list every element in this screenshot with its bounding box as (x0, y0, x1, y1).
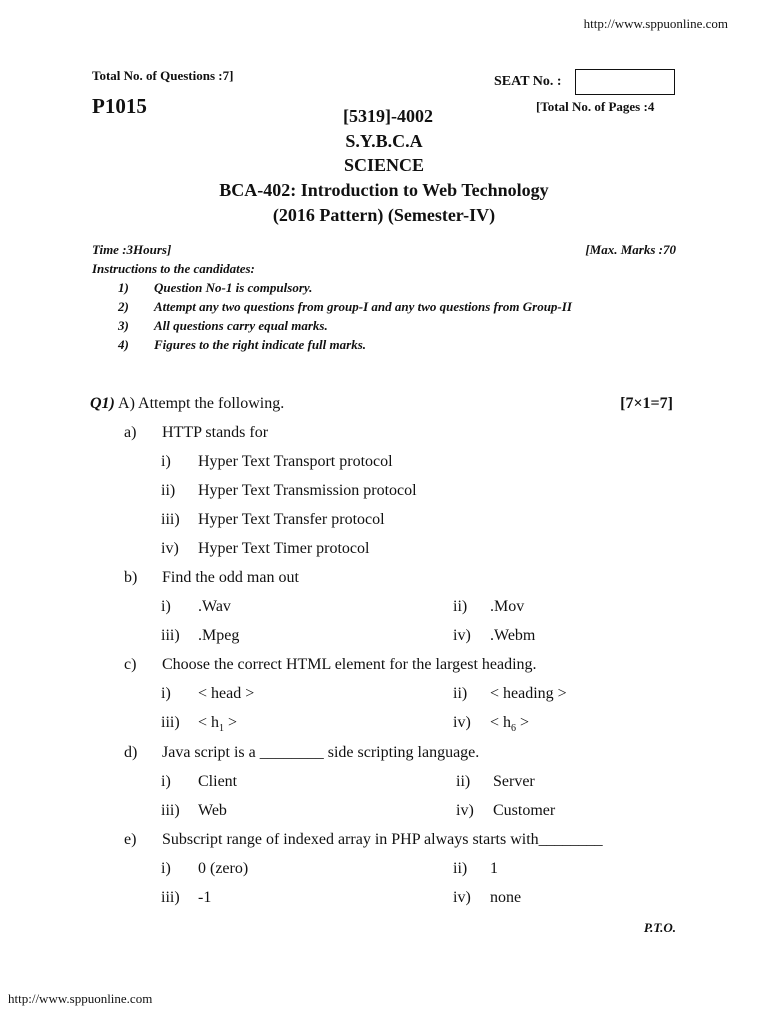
header-url[interactable]: http://www.sppuonline.com (583, 16, 728, 31)
option-text: < heading > (490, 685, 567, 702)
option-a-ii (161, 482, 417, 500)
part-text: HTTP stands for (162, 424, 269, 441)
question-1-heading (90, 395, 284, 413)
part-letter: a) (124, 424, 137, 441)
question-part-d (124, 744, 479, 762)
option-number: iii) (161, 889, 180, 906)
option-number: iv) (453, 714, 471, 731)
instruction-item (118, 299, 572, 315)
course-name: S.Y.B.C.A (345, 131, 423, 151)
option-text: Server (493, 773, 535, 790)
option-text: -1 (198, 889, 212, 906)
instruction-item (118, 318, 328, 334)
instruction-text: Question No-1 is compulsory. (154, 280, 313, 295)
option-a-iv (161, 540, 369, 558)
question-part-a (124, 424, 268, 442)
part-letter: c) (124, 656, 137, 673)
instruction-text: Figures to the right indicate full marks. (154, 337, 367, 352)
question-part-e (124, 831, 603, 849)
option-text: .Mov (490, 598, 525, 615)
option-text: Customer (493, 802, 556, 819)
option-text: 1 (490, 860, 498, 877)
option-text: < h (490, 714, 512, 731)
total-questions: Total No. of Questions :7] (92, 68, 234, 83)
option-subscript: 6 (511, 723, 517, 735)
option-b-iii (161, 627, 239, 645)
option-number: iv) (453, 889, 471, 906)
option-number: ii) (161, 482, 176, 499)
option-number: ii) (453, 598, 468, 615)
option-text: .Webm (490, 627, 536, 644)
option-e-ii (453, 860, 498, 878)
option-number: ii) (456, 773, 471, 790)
instruction-text: Attempt any two questions from group-I and any two questions from Group-II (154, 299, 572, 314)
seat-number-box (575, 69, 675, 95)
part-text: Choose the correct HTML element for the largest heading. (162, 656, 537, 673)
option-number: i) (161, 598, 171, 615)
question-part-c (124, 656, 537, 674)
question-part-b (124, 569, 299, 587)
seat-label: SEAT No. : (494, 74, 562, 89)
option-text: Client (198, 773, 238, 790)
pto-note: P.T.O. (643, 920, 676, 935)
option-number: i) (161, 685, 171, 702)
option-number: i) (161, 860, 171, 877)
option-number: i) (161, 453, 171, 470)
option-d-iii (161, 802, 227, 820)
option-text: .Wav (198, 598, 231, 615)
part-text: Find the odd man out (162, 569, 299, 586)
option-number: iii) (161, 714, 180, 731)
instruction-number: 1) (118, 280, 129, 295)
instruction-item (118, 280, 312, 296)
option-number: ii) (453, 685, 468, 702)
option-a-iii (161, 511, 385, 529)
option-b-i (161, 598, 231, 616)
question-label: Q1) (90, 395, 115, 412)
option-b-iv (453, 627, 535, 645)
subject-title: BCA-402: Introduction to Web Technology (219, 180, 549, 200)
option-number: iv) (161, 540, 179, 557)
option-e-iii (161, 889, 211, 907)
option-text: < h (198, 714, 220, 731)
question-1-marks: [7×1=7] (620, 395, 673, 412)
footer-url[interactable]: http://www.sppuonline.com (8, 991, 153, 1006)
option-text-end: > (224, 714, 238, 731)
option-text: Hyper Text Transmission protocol (198, 482, 417, 499)
option-b-ii (453, 598, 524, 616)
option-subscript: 1 (219, 723, 225, 735)
instruction-number: 2) (118, 299, 129, 314)
option-text-end: > (516, 714, 530, 731)
option-number: iii) (161, 802, 180, 819)
part-text: Java script is a ________ side scripting language. (162, 744, 480, 761)
part-text: Subscript range of indexed array in PHP always starts with________ (162, 831, 603, 848)
option-c-iv (453, 714, 529, 734)
option-text: Hyper Text Transport protocol (198, 453, 393, 470)
instruction-item (118, 337, 366, 353)
part-letter: d) (124, 744, 138, 761)
option-number: iv) (453, 627, 471, 644)
time-allowed: Time :3Hours] (92, 242, 172, 257)
instructions-heading: Instructions to the candidates: (92, 261, 255, 276)
option-number: iii) (161, 627, 180, 644)
pattern-semester: (2016 Pattern) (Semester-IV) (272, 205, 496, 225)
option-d-iv (456, 802, 555, 820)
option-text: Web (198, 802, 227, 819)
part-letter: b) (124, 569, 138, 586)
part-letter: e) (124, 831, 137, 848)
option-text: none (490, 889, 522, 906)
paper-code: P1015 (92, 94, 147, 118)
option-a-i (161, 453, 393, 471)
option-d-i (161, 773, 237, 791)
faculty-name: SCIENCE (343, 155, 425, 175)
option-c-ii (453, 685, 567, 703)
instruction-number: 3) (118, 318, 129, 333)
option-text: < head > (198, 685, 255, 702)
option-c-iii (161, 714, 237, 734)
max-marks: [Max. Marks :70 (585, 242, 676, 257)
option-text: Hyper Text Transfer protocol (198, 511, 385, 528)
option-d-ii (456, 773, 535, 791)
option-e-iv (453, 889, 521, 907)
question-text: A) Attempt the following. (118, 395, 285, 412)
total-pages: [Total No. of Pages :4 (536, 99, 655, 114)
option-number: iv) (456, 802, 474, 819)
option-text: Hyper Text Timer protocol (198, 540, 370, 557)
instruction-number: 4) (118, 337, 129, 352)
option-number: iii) (161, 511, 180, 528)
option-e-i (161, 860, 248, 878)
option-c-i (161, 685, 254, 703)
instruction-text: All questions carry equal marks. (154, 318, 328, 333)
option-number: i) (161, 773, 171, 790)
option-text: 0 (zero) (198, 860, 249, 877)
option-number: ii) (453, 860, 468, 877)
exam-code: [5319]-4002 (343, 106, 433, 126)
option-text: .Mpeg (198, 627, 240, 644)
